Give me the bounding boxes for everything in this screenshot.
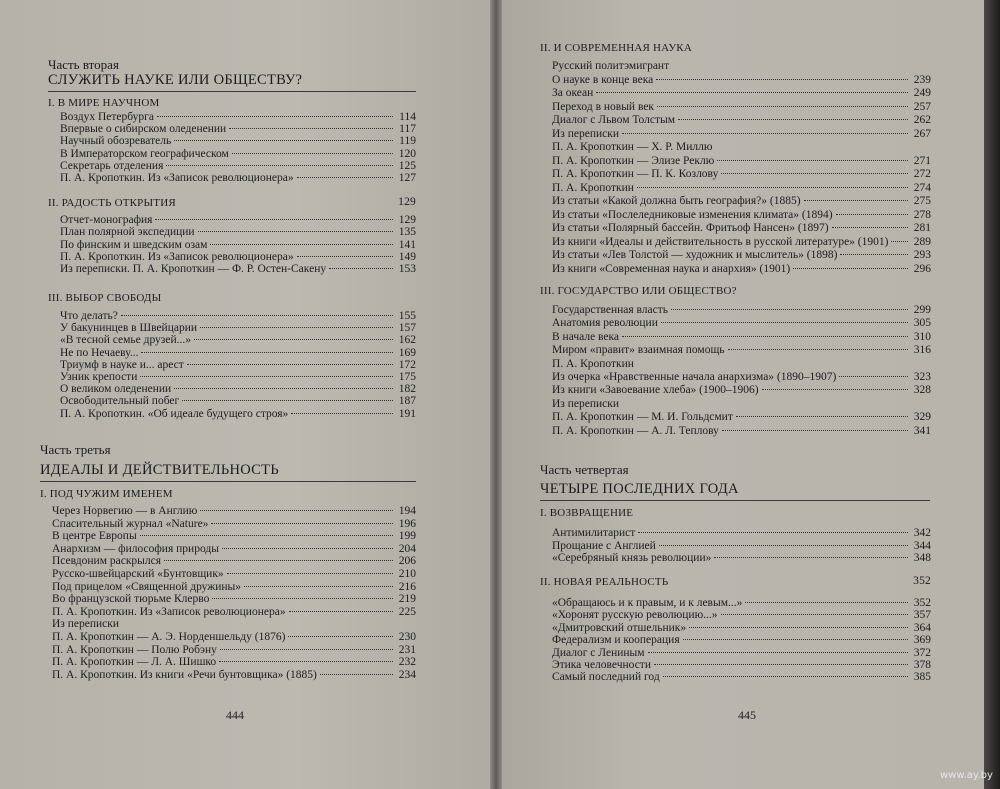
toc-entry-page: 129 (398, 214, 416, 226)
part-title: ИДЕАЛЫ И ДЕЙСТВИТЕЛЬНОСТЬ (40, 462, 279, 478)
toc-entry (552, 73, 931, 87)
section-heading: II. НОВАЯ РЕАЛЬНОСТЬ (540, 576, 669, 588)
toc-entry-title: «Хоронят русскую революцию...» (552, 609, 718, 622)
toc-entry-page: 155 (398, 310, 416, 322)
toc-entry-title: Из статьи «Какой должна быть география?» (1885) (552, 195, 801, 207)
toc-entry-title: По финским и шведским озам (60, 238, 208, 251)
toc-entry (552, 262, 931, 276)
page-number: 445 (738, 708, 756, 722)
toc-entry-page: 275 (913, 195, 931, 207)
toc-entry (552, 370, 931, 384)
toc-entry-title: П. А. Кропоткин (552, 181, 634, 194)
toc-entry (552, 343, 931, 357)
toc-entry-page: 274 (913, 181, 931, 194)
toc-entry-page: 127 (398, 172, 416, 184)
toc-entry-page: 352 (913, 597, 931, 609)
toc-entry-title: О науке в конце века (552, 73, 654, 86)
rule (40, 481, 416, 482)
toc-entry (552, 208, 931, 222)
toc-entry-page: 153 (398, 263, 416, 276)
toc-entry (552, 551, 931, 565)
leader-dots (227, 573, 393, 574)
rule (540, 500, 930, 501)
section-heading: II. И СОВРЕМЕННАЯ НАУКА (540, 42, 692, 54)
leader-dots (654, 664, 908, 665)
leader-dots (220, 649, 393, 650)
toc-entry-page: 204 (398, 542, 416, 555)
toc-entry-title: Воздух Петербурга (60, 111, 155, 123)
toc-entry (552, 100, 931, 114)
toc-entry (552, 221, 931, 235)
toc-entry-page: 114 (399, 111, 416, 123)
toc-entry (552, 383, 931, 397)
leader-dots (200, 510, 393, 511)
toc-entry-page: 234 (398, 668, 416, 681)
toc-entry-page: 344 (913, 539, 931, 552)
leader-dots (840, 254, 908, 255)
toc-entry-title: Узник крепости (60, 371, 138, 383)
leader-dots (232, 153, 393, 154)
toc-entry-page: 310 (913, 330, 931, 343)
toc-entry-page: 182 (398, 383, 416, 396)
toc-entry-page: 169 (398, 346, 416, 359)
toc-entry-page: 272 (913, 168, 931, 180)
toc-entry (60, 171, 416, 185)
toc-entry-title: Псевдоним раскрылся (52, 555, 162, 568)
rule (48, 91, 416, 92)
leader-dots (656, 79, 908, 80)
toc-entry-title: Из переписки. П. А. Кропоткин — Ф. Р. Остен-Сакену (60, 263, 327, 276)
toc-entry-title: П. А. Кропоткин — М. И. Гольдсмит (552, 411, 733, 424)
toc-entry-title: П. А. Кропоткин. Из «Записок революционера» (52, 605, 286, 618)
toc-entry-page: 216 (398, 580, 416, 593)
book-gutter (490, 0, 502, 789)
leader-dots (622, 133, 908, 134)
leader-dots (728, 349, 908, 350)
leader-dots (288, 636, 393, 637)
leader-dots (663, 676, 908, 677)
toc-entry-title: Научный обозреватель (60, 135, 172, 148)
toc-entry-page: 232 (398, 656, 416, 669)
leader-dots (212, 598, 393, 599)
toc-entry-page: 120 (398, 147, 416, 160)
toc-entry (552, 316, 931, 330)
leader-dots (182, 400, 393, 401)
toc-entry-page: 296 (913, 262, 931, 275)
leader-dots (200, 327, 393, 328)
toc-entry-page: 348 (913, 552, 931, 564)
toc-entry (552, 410, 931, 424)
toc-entry-title: Спасительный журнал «Nature» (52, 517, 209, 530)
toc-entry-page: 157 (398, 322, 416, 335)
toc-entry-page: 323 (913, 371, 931, 383)
leader-dots (638, 532, 908, 533)
toc-entry (552, 154, 931, 168)
toc-entry-title: Из статьи «Послеледниковые изменения климата» (1894) (552, 208, 833, 221)
toc-entry (552, 303, 931, 317)
toc-entry-page: 305 (913, 317, 931, 330)
toc-entry-title: Миром «правит» взаимная помощь (552, 344, 725, 357)
toc-entry-page: 271 (913, 154, 931, 167)
toc-entry-title: П. А. Кропоткин — Х. Р. Миллю (552, 141, 713, 153)
toc-entry-title: Не по Нечаеву... (60, 346, 139, 359)
toc-entry-title: П. А. Кропоткин — Элизе Реклю (552, 154, 715, 167)
toc-entry-title: Освободительный побег (60, 395, 180, 408)
toc-entry-title: Русско-швейцарский «Бунтовщик» (52, 568, 224, 580)
toc-entry-title: Из переписки (552, 127, 619, 140)
toc-entry-page: 316 (913, 344, 931, 357)
leader-dots (683, 639, 908, 640)
toc-entry-title: Что делать? (60, 310, 118, 322)
leader-dots (291, 413, 393, 414)
leader-dots (793, 268, 908, 269)
part-label: Часть вторая (48, 57, 119, 72)
section-heading: I. ВОЗВРАЩЕНИЕ (540, 507, 634, 519)
part-label: Часть третья (40, 442, 111, 457)
toc-entry-title: Через Норвегию — в Англию (52, 505, 198, 517)
toc-entry-title: Во французской тюрьме Клерво (52, 593, 210, 606)
leader-dots (832, 227, 908, 228)
leader-dots (657, 106, 908, 107)
leader-dots (166, 165, 393, 166)
toc-entry-page: 257 (913, 100, 931, 113)
section-heading: I. В МИРЕ НАУЧНОМ (48, 97, 160, 109)
toc-entry-page: 219 (398, 593, 416, 606)
leader-dots (157, 116, 393, 117)
toc-entry-title: «В тесной семье друзей...» (60, 334, 191, 347)
leader-dots (320, 674, 393, 675)
toc-entry-title: Из книги «Идеалы и действительность в русской литературе» (1901) (552, 235, 889, 248)
leader-dots (736, 416, 908, 417)
leader-dots (194, 339, 393, 340)
toc-entry (552, 670, 931, 684)
toc-entry-title: Из книги «Современная наука и анархия» (1901) (552, 262, 791, 275)
toc-entry-page: 369 (913, 634, 931, 647)
toc-entry-page: 329 (913, 411, 931, 424)
toc-entry (552, 330, 931, 344)
part-title: ЧЕТЫРЕ ПОСЛЕДНИХ ГОДА (540, 481, 739, 497)
toc-entry (552, 86, 931, 100)
leader-dots (289, 611, 393, 612)
toc-entry-page: 149 (398, 250, 416, 263)
section-heading: I. ПОД ЧУЖИМ ИМЕНЕМ (40, 488, 173, 500)
leader-dots (141, 352, 393, 353)
leader-dots (198, 231, 393, 232)
toc-entry (552, 235, 931, 249)
toc-entry-title: Секретарь отделения (60, 159, 164, 172)
leader-dots (140, 376, 393, 377)
leader-dots (891, 241, 908, 242)
part-label: Часть четвертая (540, 462, 629, 477)
toc-entry-title: «Дмитровский отшельник» (552, 621, 687, 634)
leader-dots (804, 200, 908, 201)
section-page: 129 (398, 196, 416, 208)
toc-entry (52, 668, 416, 682)
toc-entry-page: 230 (398, 631, 416, 643)
leader-dots (836, 214, 908, 215)
toc-entry (552, 357, 931, 371)
leader-dots (671, 309, 908, 310)
leader-dots (219, 661, 393, 662)
toc-entry-title: П. А. Кропоткин (552, 357, 634, 370)
toc-entry-page: 119 (399, 135, 416, 148)
toc-entry-title: Диалог с Лениным (552, 646, 645, 659)
toc-entry-page: 385 (913, 671, 931, 684)
toc-entry (552, 397, 931, 411)
toc-entry-page: 278 (913, 208, 931, 221)
toc-entry (552, 424, 931, 438)
toc-entry-page: 342 (913, 527, 931, 539)
toc-entry-page: 206 (398, 555, 416, 568)
toc-entry-title: Этика человечности (552, 659, 651, 671)
toc-entry-page: 225 (398, 605, 416, 618)
toc-entry-title: Анатомия революции (552, 317, 658, 330)
toc-entry-page: 141 (398, 238, 416, 251)
toc-entry (552, 59, 931, 73)
toc-entry-title: Из статьи «Полярный бассейн. Фритьоф Нансен» (1897) (552, 222, 829, 234)
toc-entry-title: П. А. Кропоткин. Из «Записок революционера» (60, 250, 294, 263)
leader-dots (174, 388, 393, 389)
toc-entry (552, 127, 931, 141)
toc-entry-title: Из книги «Завоевание хлеба» (1900–1906) (552, 384, 759, 397)
toc-entry-title: Русский политэмигрант (552, 60, 670, 72)
toc-entry (552, 113, 931, 127)
toc-entry (552, 194, 931, 208)
toc-entry-title: Из очерка «Нравственные начала анархизма» (1890–1907) (552, 371, 837, 383)
toc-entry (552, 167, 931, 181)
toc-entry-page: 187 (398, 395, 416, 408)
toc-entry-page: 364 (913, 621, 931, 634)
leader-dots (678, 119, 908, 120)
leader-dots (717, 160, 908, 161)
toc-entry-title: Под прицелом «Священной дружины» (52, 580, 242, 593)
toc-entry-page: 293 (913, 249, 931, 261)
toc-entry-title: О великом оледенении (60, 383, 172, 396)
page-number: 444 (226, 708, 244, 722)
leader-dots (659, 545, 908, 546)
toc-entry-title: Впервые о сибирском оледенении (60, 123, 227, 136)
toc-entry-title: План полярной экспедиции (60, 226, 195, 239)
leader-dots (762, 389, 908, 390)
section-heading: III. ВЫБОР СВОБОДЫ (48, 292, 162, 304)
toc-entry-title: Триумф в науке и... арест (60, 358, 184, 371)
leader-dots (839, 376, 908, 377)
toc-entry-page: 249 (913, 87, 931, 99)
toc-entry-page: 372 (913, 646, 931, 659)
leader-dots (721, 173, 908, 174)
toc-entry-title: П. А. Кропоткин. Из книги «Речи бунтовщика» (1885) (52, 668, 317, 681)
toc-entry-title: У бакунинцев в Швейцарии (60, 322, 198, 335)
toc-entry-page: 199 (398, 530, 416, 543)
leader-dots (210, 244, 393, 245)
section-heading: II. РАДОСТЬ ОТКРЫТИЯ (48, 197, 176, 209)
toc-entry-title: П. А. Кропоткин. Из «Записок революционера» (60, 172, 294, 184)
toc-entry (552, 181, 931, 195)
toc-entry-title: П. А. Кропоткин — Л. А. Шишко (52, 656, 217, 669)
leader-dots (174, 140, 393, 141)
toc-entry (552, 140, 931, 154)
toc-entry-page: 175 (398, 371, 416, 383)
leader-dots (637, 187, 908, 188)
leader-dots (140, 535, 393, 536)
toc-entry-title: П. А. Кропоткин — А. Л. Теплову (552, 424, 719, 437)
toc-entry-title: В начале века (552, 330, 620, 343)
leader-dots (211, 523, 393, 524)
watermark: www.ay.by (940, 770, 993, 781)
toc-entry-page: 125 (398, 159, 416, 172)
leader-dots (222, 548, 393, 549)
leader-dots (229, 128, 393, 129)
toc-entry-title: Из переписки (52, 618, 119, 631)
toc-entry-title: «Обращаюсь и к правым, и к левым...» (552, 597, 743, 609)
toc-entry-page: 378 (913, 659, 931, 671)
toc-entry-title: За океан (552, 87, 594, 99)
toc-entry-page: 341 (913, 424, 931, 437)
toc-entry-title: «Серебряный князь революции» (552, 552, 712, 564)
leader-dots (596, 92, 908, 93)
leader-dots (329, 268, 393, 269)
leader-dots (297, 256, 393, 257)
toc-entry-page: 117 (399, 123, 416, 136)
toc-entry-page: 172 (398, 358, 416, 371)
part-title: СЛУЖИТЬ НАУКЕ ИЛИ ОБЩЕСТВУ? (48, 72, 303, 88)
toc-entry-title: Переход в новый век (552, 100, 655, 113)
toc-entry-title: Прощание с Англией (552, 539, 656, 552)
toc-entry-page: 281 (913, 222, 931, 234)
toc-entry-page: 135 (398, 226, 416, 239)
toc-entry (60, 407, 416, 421)
leader-dots (297, 177, 393, 178)
toc-entry-title: Из статьи «Лев Толстой — художник и мыслитель» (1898) (552, 249, 838, 261)
leader-dots (648, 652, 908, 653)
toc-entry-page: 267 (913, 127, 931, 140)
toc-entry-page: 328 (913, 384, 931, 397)
leader-dots (722, 430, 908, 431)
leader-dots (745, 602, 908, 603)
toc-entry-page: 262 (913, 114, 931, 126)
toc-entry-title: В центре Европы (52, 530, 137, 543)
book-edge (984, 0, 1000, 789)
toc-entry-page: 357 (913, 609, 931, 622)
toc-entry (60, 262, 416, 276)
section-heading: III. ГОСУДАРСТВО ИЛИ ОБЩЕСТВО? (540, 285, 737, 297)
toc-entry-title: Государственная власть (552, 304, 669, 316)
toc-entry-title: Диалог с Львом Толстым (552, 114, 675, 126)
toc-entry-title: Отчет-монография (60, 214, 153, 226)
leader-dots (164, 560, 393, 561)
leader-dots (689, 627, 908, 628)
toc-entry-title: Из переписки (552, 397, 619, 410)
toc-entry-page: 162 (398, 334, 416, 347)
toc-entry-page: 231 (398, 643, 416, 656)
leader-dots (187, 364, 393, 365)
leader-dots (622, 336, 908, 337)
section-page: 352 (913, 575, 931, 587)
toc-entry-page: 210 (398, 568, 416, 580)
toc-entry-title: П. А. Кропоткин — Полю Робэну (52, 643, 217, 656)
toc-entry-page: 194 (398, 505, 416, 517)
toc-entry-page: 239 (913, 73, 931, 86)
toc-entry (552, 248, 931, 262)
leader-dots (721, 614, 908, 615)
toc-entry-title: Антимилитарист (552, 527, 636, 539)
toc-entry-page: 289 (913, 235, 931, 248)
toc-entry-title: Анархизм — философия природы (52, 542, 219, 555)
toc-entry-page: 299 (913, 304, 931, 316)
leader-dots (121, 315, 393, 316)
toc-entry-title: П. А. Кропоткин — А. Э. Норденшельду (1876) (52, 631, 286, 643)
toc-entry-title: П. А. Кропоткин — П. К. Козлову (552, 168, 719, 180)
toc-entry-title: Самый последний год (552, 671, 660, 684)
leader-dots (714, 557, 908, 558)
leader-dots (155, 219, 393, 220)
toc-entry-page: 196 (398, 517, 416, 530)
toc-entry-title: Федерализм и кооперация (552, 634, 680, 647)
toc-entry-title: В Императорском географическом (60, 147, 229, 160)
toc-entry-title: П. А. Кропоткин. «Об идеале будущего строя» (60, 407, 289, 420)
leader-dots (661, 322, 908, 323)
toc-entry-page: 191 (398, 407, 416, 420)
leader-dots (244, 586, 393, 587)
